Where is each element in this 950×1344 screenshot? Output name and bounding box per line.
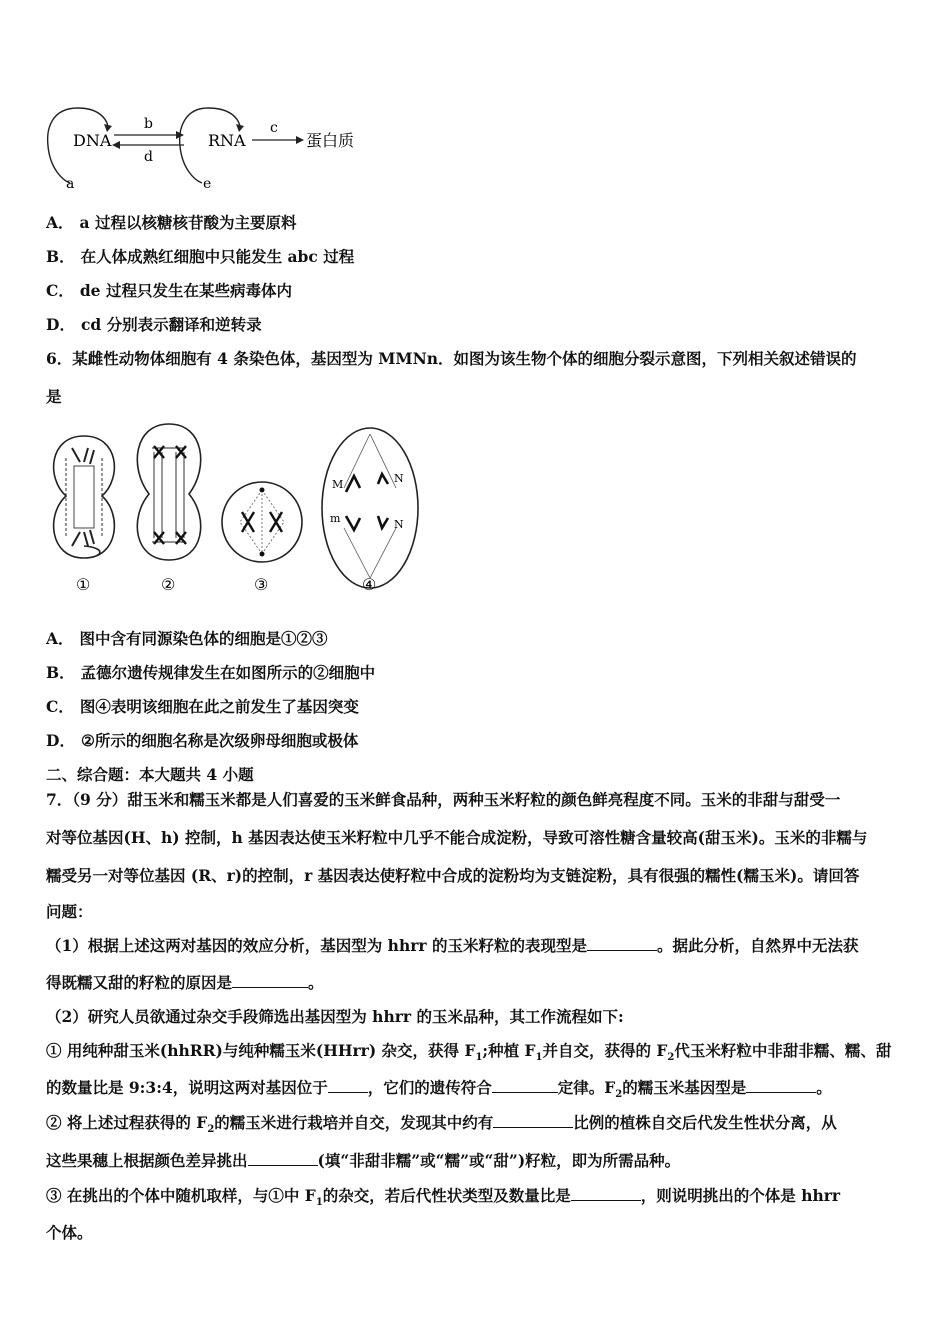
q5-option-d: D． cd 分别表示翻译和逆转录 [46,315,262,334]
label-e: e [203,176,212,192]
dna-label: DNA [73,131,112,150]
q7-part1-line2: 得既糯又甜的籽粒的原因是 。 [46,973,324,992]
q7-line3: 糯受另一对等位基因 (R、r)的控制，r 基因表达使籽粒中合成的淀粉均为支链淀粉，具有很强的糯性(糯玉米)。请回答 [46,866,860,885]
cell-1 [54,436,115,558]
central-dogma-diagram [40,100,370,195]
label-c: c [270,120,278,136]
q7-part1-line1: （1）根据上述这两对基因的效应分析，基因型为 hhrr 的玉米籽粒的表现型是 。据此分析，自然界中无法获 [46,936,859,955]
q7-line1: 7．（9 分）甜玉米和糯玉米都是人们喜爱的玉米鲜食品种，两种玉米籽粒的颜色鲜亮程度不同。玉米的非甜与甜受一 [46,790,841,809]
answer-blank[interactable] [587,936,657,951]
q5-option-b: B． 在人体成熟红细胞中只能发生 abc 过程 [46,247,355,266]
q6-option-c: C． 图④表明该细胞在此之前发生了基因突变 [46,697,359,716]
cell-label-2: ② [161,575,176,594]
cell-label-3: ③ [254,575,269,594]
cell-4 [322,428,418,588]
q7-line2: 对等位基因(H、h) 控制，h 基因表达使玉米籽粒中几乎不能合成淀粉，导致可溶性糖含量较高(甜玉米)。玉米的非糯与 [46,828,868,847]
cell-2 [137,424,200,560]
section-heading: 二、综合题：本大题共 4 小题 [46,765,254,784]
cell-division-figure [44,418,424,598]
answer-blank[interactable] [492,1078,558,1093]
q6-stem-line1: 6．某雌性动物体细胞有 4 条染色体，基因型为 MMNn．如图为该生物个体的细胞分裂示意图，下列相关叙述错误的 [46,349,857,368]
answer-blank[interactable] [493,1113,573,1128]
q7-step1-line1: ① 用纯种甜玉米(hhRR)与纯种糯玉米(HHrr) 杂交，获得 $F_1$;种植 $F_1$并自交，获得的 $F_2$代玉米籽粒中非甜非糯、糯、甜 [46,1041,892,1064]
answer-blank[interactable] [746,1078,816,1093]
gene-label-m: m [330,512,341,525]
rna-label: RNA [208,131,246,150]
answer-blank[interactable] [248,1151,318,1166]
q5-option-c: C． de 过程只发生在某些病毒体内 [46,281,292,300]
protein-label: 蛋白质 [306,131,355,150]
q7-step1-line2: 的数量比是 9:3:4，说明这两对基因位于 ，它们的遗传符合 定律。$F_2$的糯玉米基因型是 。 [46,1078,832,1101]
gene-label-M: M [332,478,344,491]
q7-step2-line2: 这些果穗上根据颜色差异挑出 (填“非甜非糯”或“糯”或“甜”)籽粒，即为所需品种。 [46,1151,681,1170]
answer-blank[interactable] [328,1078,368,1093]
q7-step3-line2: 个体。 [46,1223,93,1242]
q7-part2-heading: （2）研究人员欲通过杂交手段筛选出基因型为 hhrr 的玉米品种，其工作流程如下: [46,1007,624,1026]
cell-3 [222,482,302,562]
label-b: b [144,116,153,132]
label-d: d [144,149,153,165]
cell-label-1: ① [76,575,91,594]
answer-blank[interactable] [571,1186,641,1201]
q7-step3-line1: ③ 在挑出的个体中随机取样，与①中 $F_1$的杂交，若后代性状类型及数量比是 ，则说明挑出的个体是 hhrr [46,1186,841,1209]
gene-label-N: N [394,472,404,485]
q7-step2-line1: ② 将上述过程获得的 $F_2$的糯玉米进行栽培并自交，发现其中约有 比例的植株自交后代发生性状分离，从 [46,1113,837,1136]
q6-option-d: D． ②所示的细胞名称是次级卵母细胞或极体 [46,731,359,750]
label-a: a [66,176,75,192]
gene-label-N2: N [394,518,404,531]
q6-option-b: B． 孟德尔遗传规律发生在如图所示的②细胞中 [46,663,376,682]
cell-label-4: ④ [362,575,377,594]
q6-stem-line2: 是 [46,387,62,406]
q7-line4: 问题： [46,902,93,921]
q6-option-a: A． 图中含有同源染色体的细胞是①②③ [46,629,328,648]
answer-blank[interactable] [232,973,308,988]
q5-option-a: A． a 过程以核糖核苷酸为主要原料 [46,213,297,232]
